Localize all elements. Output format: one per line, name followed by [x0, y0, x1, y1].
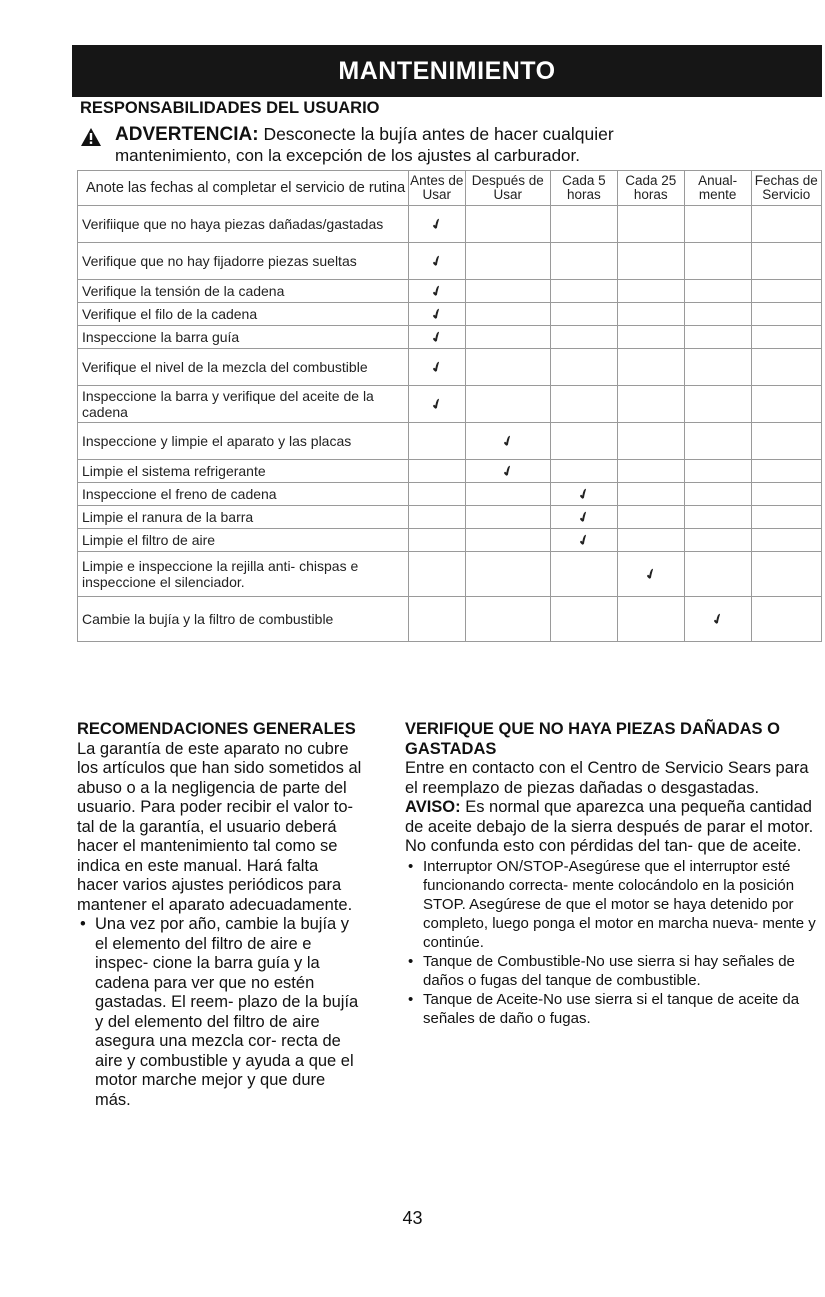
- schedule-cell: [409, 597, 466, 642]
- schedule-cell: [409, 243, 466, 280]
- schedule-cell: [684, 483, 751, 506]
- schedule-cell: [751, 460, 821, 483]
- schedule-cell: [684, 460, 751, 483]
- task-cell: Verifique que no hay fijadorre piezas sueltas: [78, 243, 409, 280]
- general-recommendations: [77, 720, 362, 1110]
- table-header-col: Después de Usar: [465, 171, 550, 206]
- page-number: 43: [402, 1208, 423, 1228]
- check-mark-icon: ✔: [427, 280, 446, 301]
- check-mark-icon: ✔: [427, 303, 446, 324]
- notice-label: AVISO:: [405, 798, 461, 816]
- maintenance-schedule-table: [77, 170, 822, 642]
- task-cell: Cambie la bujía y la filtro de combustible: [78, 597, 409, 642]
- schedule-cell: [465, 280, 550, 303]
- check-mark-icon: ✔: [427, 326, 446, 347]
- schedule-cell: [465, 349, 550, 386]
- schedule-cell: [465, 597, 550, 642]
- notice-text: Es normal que aparezca una pequeña cantidad de aceite debajo de la sierra después de parar el motor. No confunda esto con pérdidas del tan- que de aceite.: [405, 798, 814, 855]
- check-mark-icon: ✔: [427, 393, 446, 414]
- check-mark-icon: ✔: [427, 250, 446, 271]
- warning-line-1: [115, 124, 614, 146]
- task-cell: Inspeccione y limpie el aparato y las placas: [78, 423, 409, 460]
- schedule-cell: [751, 506, 821, 529]
- section-title: RESPONSABILIDADES DEL USUARIO: [80, 99, 380, 117]
- table-row: [78, 506, 822, 529]
- table-row: [78, 460, 822, 483]
- schedule-cell: [684, 303, 751, 326]
- schedule-cell: [684, 529, 751, 552]
- schedule-cell: [751, 386, 821, 423]
- task-cell: Verifique el filo de la cadena: [78, 303, 409, 326]
- schedule-cell: [751, 243, 821, 280]
- schedule-cell: [684, 280, 751, 303]
- task-cell: Verifique la tensión de la cadena: [78, 280, 409, 303]
- task-cell: Limpie el filtro de aire: [78, 529, 409, 552]
- task-cell: Inspeccione la barra y verifique del aceite de la cadena: [78, 386, 409, 423]
- schedule-cell: [550, 206, 617, 243]
- schedule-cell: [617, 206, 684, 243]
- table-header-col: Cada 5 horas: [550, 171, 617, 206]
- schedule-cell: [550, 423, 617, 460]
- table-row: [78, 206, 822, 243]
- table-row: [78, 386, 822, 423]
- schedule-cell: [409, 423, 466, 460]
- table-header-task: Anote las fechas al completar el servicio de rutina: [78, 171, 409, 206]
- schedule-cell: [465, 552, 550, 597]
- schedule-cell: [617, 303, 684, 326]
- schedule-cell: [751, 349, 821, 386]
- table-row: [78, 349, 822, 386]
- schedule-cell: [751, 483, 821, 506]
- schedule-cell: [550, 483, 617, 506]
- page-banner: MANTENIMIENTO: [72, 45, 822, 97]
- schedule-cell: [617, 386, 684, 423]
- task-cell: Limpie el ranura de la barra: [78, 506, 409, 529]
- check-mark-icon: ✔: [498, 460, 517, 481]
- warning-label: ADVERTENCIA:: [115, 124, 259, 145]
- table-header-row: [78, 171, 822, 206]
- task-cell: Inspeccione el freno de cadena: [78, 483, 409, 506]
- schedule-cell: [409, 326, 466, 349]
- schedule-cell: [617, 483, 684, 506]
- schedule-cell: [409, 552, 466, 597]
- schedule-cell: [465, 206, 550, 243]
- schedule-cell: [751, 280, 821, 303]
- schedule-cell: [409, 386, 466, 423]
- schedule-cell: [617, 529, 684, 552]
- schedule-cell: [465, 243, 550, 280]
- schedule-cell: [684, 423, 751, 460]
- schedule-cell: [617, 552, 684, 597]
- schedule-cell: [617, 326, 684, 349]
- schedule-cell: [684, 243, 751, 280]
- schedule-cell: [465, 460, 550, 483]
- table-header-col: Cada 25 horas: [617, 171, 684, 206]
- check-mark-icon: ✔: [498, 430, 517, 451]
- schedule-cell: [617, 506, 684, 529]
- schedule-cell: [465, 529, 550, 552]
- list-item: • Interruptor ON/STOP-Asegúrese que el interruptor esté funcionando correcta- mente colocándolo en la posición STOP. Asegúrese de que el motor se haya detenido por completo, luego ponga el motor en marcha nueva- mente y continúe.: [405, 857, 823, 952]
- schedule-cell: [409, 206, 466, 243]
- list-item: • Tanque de Aceite-No use sierra si el tanque de aceite da señales de daño o fugas.: [405, 990, 823, 1028]
- list-item: • Tanque de Combustible-No use sierra si hay señales de daños o fugas del tanque de combustible.: [405, 952, 823, 990]
- table-header-col: Antes de Usar: [409, 171, 466, 206]
- schedule-cell: [617, 349, 684, 386]
- task-cell: Verifiique que no haya piezas dañadas/gastadas: [78, 206, 409, 243]
- general-paragraph: La garantía de este aparato no cubre los artículos que han sido sometidos al abuso o a la negligencia de parte del usuario. Para poder recibir el valor to- tal de la garantía, el usuario deberá hacer el mantenimiento tal como se indica en este manual. Hará falta hacer varios ajustes periódicos para mantener el aparato adecuadamente.: [77, 739, 362, 914]
- schedule-cell: [751, 552, 821, 597]
- check-mark-icon: ✔: [427, 213, 446, 234]
- schedule-cell: [751, 423, 821, 460]
- check-mark-icon: ✔: [574, 529, 593, 550]
- check-mark-icon: ✔: [574, 483, 593, 504]
- task-cell: Limpie e inspeccione la rejilla anti- chispas e inspeccione el silenciador.: [78, 552, 409, 597]
- schedule-cell: [684, 206, 751, 243]
- schedule-cell: [550, 303, 617, 326]
- schedule-cell: [550, 386, 617, 423]
- schedule-cell: [465, 506, 550, 529]
- schedule-cell: [550, 326, 617, 349]
- warning-text-1: Desconecte la bujía antes de hacer cualquier: [263, 124, 614, 144]
- check-mark-icon: ✔: [574, 506, 593, 527]
- schedule-cell: [684, 506, 751, 529]
- schedule-cell: [409, 349, 466, 386]
- general-bullets: [77, 915, 362, 1110]
- table-row: [78, 597, 822, 642]
- schedule-cell: [550, 349, 617, 386]
- schedule-cell: [550, 243, 617, 280]
- schedule-cell: [409, 460, 466, 483]
- table-row: [78, 326, 822, 349]
- schedule-cell: [409, 506, 466, 529]
- schedule-cell: [684, 349, 751, 386]
- list-item: • Una vez por año, cambie la bujía y el elemento del filtro de aire e inspec- cione la barra guía y la cadena para ver que no estén gastadas. El reem- plazo de la bujía y del elemento del filtro de aire asegura una mezcla cor- recta de aire y combustible y ayuda a que el motor marche mejor y que dure más.: [77, 915, 362, 1110]
- task-cell: Verifique el nivel de la mezcla del combustible: [78, 349, 409, 386]
- schedule-cell: [751, 326, 821, 349]
- schedule-cell: [751, 303, 821, 326]
- schedule-cell: [617, 460, 684, 483]
- schedule-cell: [751, 529, 821, 552]
- verify-section: [405, 720, 823, 1028]
- schedule-cell: [684, 386, 751, 423]
- schedule-cell: [550, 552, 617, 597]
- task-cell: Limpie el sistema refrigerante: [78, 460, 409, 483]
- schedule-cell: [550, 460, 617, 483]
- schedule-cell: [465, 423, 550, 460]
- check-mark-icon: ✔: [708, 608, 727, 629]
- schedule-cell: [409, 483, 466, 506]
- schedule-cell: [684, 552, 751, 597]
- verify-title: VERIFIQUE QUE NO HAYA PIEZAS DAÑADAS O GASTADAS: [405, 720, 780, 758]
- schedule-cell: [684, 326, 751, 349]
- schedule-cell: [465, 326, 550, 349]
- table-row: [78, 483, 822, 506]
- general-title: RECOMENDACIONES GENERALES: [77, 720, 356, 738]
- check-mark-icon: ✔: [427, 356, 446, 377]
- table-row: [78, 423, 822, 460]
- schedule-cell: [617, 243, 684, 280]
- schedule-cell: [550, 280, 617, 303]
- schedule-cell: [751, 597, 821, 642]
- schedule-cell: [465, 386, 550, 423]
- table-header-col: Fechas de Servicio: [751, 171, 821, 206]
- schedule-cell: [409, 303, 466, 326]
- verify-bullets: [405, 857, 823, 1028]
- schedule-cell: [465, 483, 550, 506]
- table-row: [78, 529, 822, 552]
- table-body: [78, 206, 822, 642]
- table-row: [78, 552, 822, 597]
- schedule-cell: [550, 529, 617, 552]
- schedule-cell: [550, 506, 617, 529]
- table-header-col: Anual- mente: [684, 171, 751, 206]
- schedule-cell: [751, 206, 821, 243]
- schedule-cell: [465, 303, 550, 326]
- warning-icon: [80, 127, 102, 147]
- schedule-cell: [617, 597, 684, 642]
- table-row: [78, 280, 822, 303]
- table-row: [78, 303, 822, 326]
- notice-paragraph: [405, 798, 823, 857]
- schedule-cell: [409, 529, 466, 552]
- schedule-cell: [684, 597, 751, 642]
- table-row: [78, 243, 822, 280]
- check-mark-icon: ✔: [641, 563, 660, 584]
- schedule-cell: [550, 597, 617, 642]
- warning-line-2: mantenimiento, con la excepción de los ajustes al carburador.: [115, 146, 580, 165]
- schedule-cell: [617, 280, 684, 303]
- schedule-cell: [409, 280, 466, 303]
- schedule-cell: [617, 423, 684, 460]
- verify-paragraph: Entre en contacto con el Centro de Servicio Sears para el reemplazo de piezas dañadas o desgastadas.: [405, 759, 809, 797]
- task-cell: Inspeccione la barra guía: [78, 326, 409, 349]
